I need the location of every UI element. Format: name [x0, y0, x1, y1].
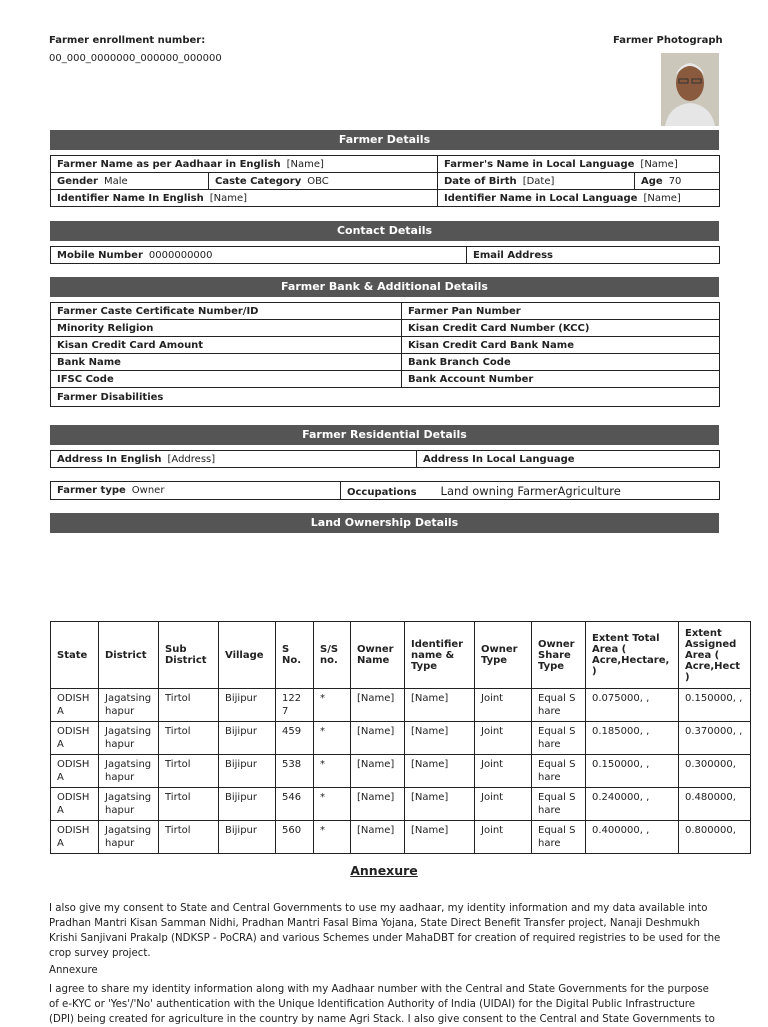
- land-cell: ODISHA: [51, 689, 99, 722]
- land-cell: Tirtol: [159, 821, 219, 854]
- farmer-type-cell: Farmer type Owner: [51, 482, 341, 500]
- land-cell: [Name]: [351, 722, 405, 755]
- dob-cell: Date of Birth [Date]: [438, 173, 635, 190]
- land-header: Owner Name: [351, 622, 405, 689]
- contact-table: [50, 246, 720, 264]
- land-cell: 538: [276, 755, 314, 788]
- land-cell: Tirtol: [159, 755, 219, 788]
- land-cell: Tirtol: [159, 689, 219, 722]
- section-contact-details: Contact Details: [50, 221, 719, 241]
- land-cell: *: [314, 755, 351, 788]
- land-header: State: [51, 622, 99, 689]
- land-cell: 0.185000, ,: [586, 722, 679, 755]
- land-cell: *: [314, 722, 351, 755]
- land-cell: [Name]: [405, 788, 475, 821]
- address-en-cell: Address In English [Address]: [51, 451, 417, 468]
- land-cell: Jagatsinghapur: [99, 821, 159, 854]
- land-cell: 459: [276, 722, 314, 755]
- land-header: Owner Share Type: [532, 622, 586, 689]
- kcc-bank-cell: Kisan Credit Card Bank Name: [402, 337, 720, 354]
- land-row: [51, 788, 751, 821]
- land-cell: Joint: [475, 755, 532, 788]
- land-cell: Jagatsinghapur: [99, 689, 159, 722]
- land-cell: 560: [276, 821, 314, 854]
- land-row: [51, 722, 751, 755]
- land-cell: Tirtol: [159, 722, 219, 755]
- land-cell: 0.240000, ,: [586, 788, 679, 821]
- kcc-cell: Kisan Credit Card Number (KCC): [402, 320, 720, 337]
- land-header: District: [99, 622, 159, 689]
- land-cell: Equal Share: [532, 689, 586, 722]
- pan-cell: Farmer Pan Number: [402, 303, 720, 320]
- land-cell: Bijipur: [219, 788, 276, 821]
- farmer-type-table: [50, 481, 720, 500]
- land-cell: ODISHA: [51, 755, 99, 788]
- land-cell: [Name]: [351, 755, 405, 788]
- land-cell: Jagatsinghapur: [99, 755, 159, 788]
- identifier-en-cell: Identifier Name In English [Name]: [51, 190, 438, 207]
- land-cell: 0.300000,: [679, 755, 751, 788]
- land-table: [50, 621, 751, 854]
- land-cell: Joint: [475, 689, 532, 722]
- land-header: S/S no.: [314, 622, 351, 689]
- identifier-local-cell: Identifier Name in Local Language [Name]: [438, 190, 720, 207]
- photo-label: Farmer Photograph: [613, 35, 723, 46]
- ifsc-cell: IFSC Code: [51, 371, 402, 388]
- land-cell: *: [314, 821, 351, 854]
- occupation-cell: Occupations Land owning FarmerAgriculture: [341, 482, 720, 500]
- bank-table: [50, 302, 720, 407]
- land-cell: 1227: [276, 689, 314, 722]
- land-cell: 0.150000, ,: [586, 755, 679, 788]
- caste-cell: Caste Category OBC: [209, 173, 438, 190]
- land-cell: 546: [276, 788, 314, 821]
- email-cell: Email Address: [467, 247, 720, 264]
- farmer-details-table: [50, 155, 720, 207]
- caste-cert-cell: Farmer Caste Certificate Number/ID: [51, 303, 402, 320]
- mobile-cell: Mobile Number 0000000000: [51, 247, 467, 264]
- land-cell: Bijipur: [219, 689, 276, 722]
- name-en-cell: Farmer Name as per Aadhaar in English [Name]: [51, 156, 438, 173]
- land-cell: [Name]: [405, 689, 475, 722]
- land-cell: ODISHA: [51, 821, 99, 854]
- land-header: Sub District: [159, 622, 219, 689]
- enrollment-value: 00_000_0000000_000000_000000: [49, 53, 222, 64]
- land-cell: Equal Share: [532, 755, 586, 788]
- land-cell: 0.150000, ,: [679, 689, 751, 722]
- gender-cell: Gender Male: [51, 173, 209, 190]
- section-farmer-details: Farmer Details: [50, 130, 719, 150]
- land-row: [51, 821, 751, 854]
- section-land-details: Land Ownership Details: [50, 513, 719, 533]
- land-cell: Bijipur: [219, 755, 276, 788]
- land-cell: ODISHA: [51, 788, 99, 821]
- land-cell: Jagatsinghapur: [99, 788, 159, 821]
- land-header: Village: [219, 622, 276, 689]
- enrollment-label: Farmer enrollment number:: [49, 35, 206, 46]
- land-cell: *: [314, 689, 351, 722]
- annexure-title: Annexure: [350, 863, 418, 878]
- land-row: [51, 755, 751, 788]
- address-table: [50, 450, 720, 468]
- land-cell: [Name]: [351, 689, 405, 722]
- land-cell: 0.800000,: [679, 821, 751, 854]
- kcc-amount-cell: Kisan Credit Card Amount: [51, 337, 402, 354]
- land-cell: Joint: [475, 722, 532, 755]
- land-cell: Bijipur: [219, 722, 276, 755]
- annexure-subtitle: Annexure: [49, 965, 98, 976]
- land-header: Owner Type: [475, 622, 532, 689]
- land-cell: 0.400000, ,: [586, 821, 679, 854]
- account-cell: Bank Account Number: [402, 371, 720, 388]
- land-header: Extent Total Area ( Acre,Hectare, ): [586, 622, 679, 689]
- land-cell: Equal Share: [532, 722, 586, 755]
- bank-name-cell: Bank Name: [51, 354, 402, 371]
- section-bank-details: Farmer Bank & Additional Details: [50, 277, 719, 297]
- land-cell: Joint: [475, 788, 532, 821]
- land-cell: *: [314, 788, 351, 821]
- land-cell: Joint: [475, 821, 532, 854]
- land-cell: 0.370000, ,: [679, 722, 751, 755]
- land-cell: ODISHA: [51, 722, 99, 755]
- disabilities-cell: Farmer Disabilities: [51, 388, 720, 407]
- annexure-paragraph-2: I agree to share my identity information along with my Aadhaar number with the Central and State Governments for the purpose of e-KYC or 'Yes'/'No' authentication with the Unique Identification Authority of India (UIDAI) for the Digital Public Infrastructure (DPI) being created for agriculture in the country by name Agri Stack. I also give consent to the Central and State Governments to: [49, 984, 715, 1025]
- name-local-cell: Farmer's Name in Local Language [Name]: [438, 156, 720, 173]
- minority-cell: Minority Religion: [51, 320, 402, 337]
- address-local-cell: Address In Local Language: [417, 451, 720, 468]
- land-cell: 0.480000,: [679, 788, 751, 821]
- land-cell: [Name]: [405, 821, 475, 854]
- land-cell: Jagatsinghapur: [99, 722, 159, 755]
- land-cell: [Name]: [405, 722, 475, 755]
- land-header: Extent Assigned Area ( Acre,Hect ): [679, 622, 751, 689]
- section-residential-details: Farmer Residential Details: [50, 425, 719, 445]
- land-cell: Equal Share: [532, 788, 586, 821]
- land-cell: Bijipur: [219, 821, 276, 854]
- age-cell: Age 70: [635, 173, 720, 190]
- land-cell: [Name]: [351, 788, 405, 821]
- land-cell: [Name]: [351, 821, 405, 854]
- farmer-photograph: [661, 53, 719, 126]
- land-cell: Equal Share: [532, 821, 586, 854]
- land-header: Identifier name & Type: [405, 622, 475, 689]
- land-cell: [Name]: [405, 755, 475, 788]
- land-cell: 0.075000, ,: [586, 689, 679, 722]
- land-cell: Tirtol: [159, 788, 219, 821]
- annexure-paragraph-1: I also give my consent to State and Central Governments to use my aadhaar, my identity information and my data available into Pradhan Mantri Kisan Samman Nidhi, Pradhan Mantri Fasal Bima Yojana, State Direct Benefit Transfer project, Nanaji Deshmukh Krishi Sanjivani Prakalp (NDKSP - PoCRA) and various Schemes under MahaDBT for creation of required registries to be used for the crop survey project.: [49, 903, 721, 959]
- branch-cell: Bank Branch Code: [402, 354, 720, 371]
- land-header: S No.: [276, 622, 314, 689]
- land-row: [51, 689, 751, 722]
